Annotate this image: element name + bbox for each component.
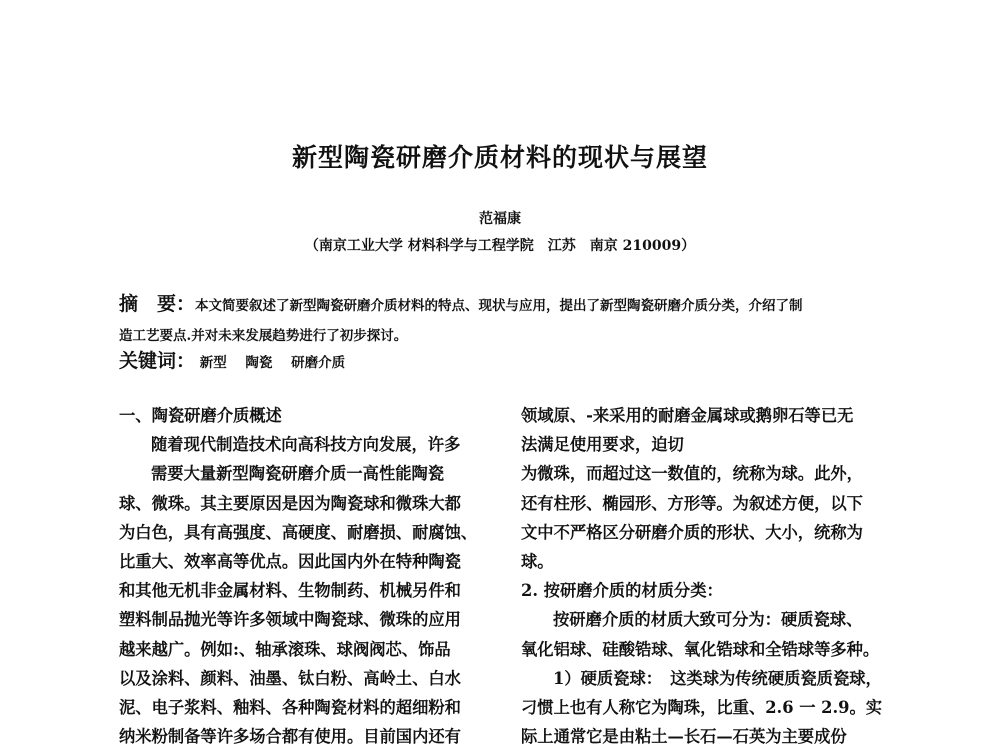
body-line: 为微珠，而超过这一数值的，统称为球。此外， — [521, 464, 863, 484]
abstract-line-1 — [119, 289, 889, 321]
body-line: 氧化铝球、硅酸锆球、氧化锆球和全锆球等多种。 — [521, 639, 880, 659]
body-line: 越来越广。例如:、轴承滚珠、球阀阀芯、饰品 — [119, 639, 451, 659]
body-line: 为白色，具有高强度、高硬度、耐磨损、耐腐蚀、 — [119, 522, 478, 542]
body-line: 球。 — [521, 552, 554, 572]
body-line: 球、微珠。其主要原因是因为陶瓷球和微珠大都 — [119, 493, 461, 513]
body-line: 随着现代制造技术向高科技方向发展，许多 — [151, 435, 461, 455]
abstract — [119, 289, 889, 351]
keywords — [119, 346, 889, 378]
body-line: 刁惯上也有人称它为陶珠，比重、2.6 一 2.9。实 — [521, 698, 883, 718]
body-line: 以及涂料、颜料、油墨、钛白粉、高岭土、白水 — [119, 668, 461, 688]
keyword: 陶瓷 — [245, 355, 273, 371]
keywords-label: 关键词： — [119, 350, 196, 372]
body-line: 文中不严格区分研磨介质的形状、大小，统称为 — [521, 522, 863, 542]
body-line: 泥、电子浆料、釉料、各种陶瓷材料的超细粉和 — [119, 698, 461, 718]
body-line: 塑料制品抛光等许多领域中陶瓷球、微珠的应用 — [119, 610, 461, 630]
body-line: 1）硬质瓷球： 这类球为传统硬质瓷质瓷球， — [553, 668, 882, 688]
body-line: 还有柱形、椭园形、方形等。为叙述方便，以下 — [521, 493, 863, 513]
keyword: 新型 — [199, 355, 227, 371]
body-line: 需要大量新型陶瓷研磨介质一高性能陶瓷 — [151, 464, 445, 484]
body-line: 比重大、效率高等优点。因此国内外在特种陶瓷 — [119, 552, 461, 572]
author-name: 范福康 — [479, 211, 521, 227]
abstract-label: 摘 要： — [119, 293, 196, 315]
body-line: 按研磨介质的材质大致可分为：硬质瓷球、 — [553, 610, 863, 630]
abstract-text-1: 本文简要叙述了新型陶瓷研磨介质材料的特点、现状与应用，提出了新型陶瓷研磨介质分类，介绍了制 — [195, 298, 803, 314]
paper-title: 新型陶瓷研磨介质材料的现状与展望 — [291, 143, 708, 172]
body-line: 纳米粉制备等许多场合都有使用。目前国内还有 — [119, 727, 461, 747]
body-line: 领域原、-来采用的耐磨金属球或鹅卵石等已无 — [521, 406, 854, 425]
keyword: 研磨介质 — [291, 355, 346, 371]
body-line: 和其他无机非金属材料、生物制药、机械另件和 — [119, 581, 461, 601]
body-line: 法满足使用要求，迫切 — [521, 435, 684, 455]
section-heading: 一、陶瓷研磨介质概述 — [119, 406, 282, 425]
left-column — [119, 401, 489, 751]
author-affiliation: （南京工业大学 材料科学与工程学院 江苏 南京 210009） — [304, 238, 696, 254]
right-column — [521, 401, 891, 751]
body-line: 际上通常它是由粘土—长石—石英为主要成份 — [521, 727, 847, 747]
abstract-line-2: 造工艺要点.并对未来发展趋势进行了初步探讨。 — [119, 328, 408, 344]
subsection-heading: 2. 按研磨介质的材质分类： — [521, 581, 723, 601]
